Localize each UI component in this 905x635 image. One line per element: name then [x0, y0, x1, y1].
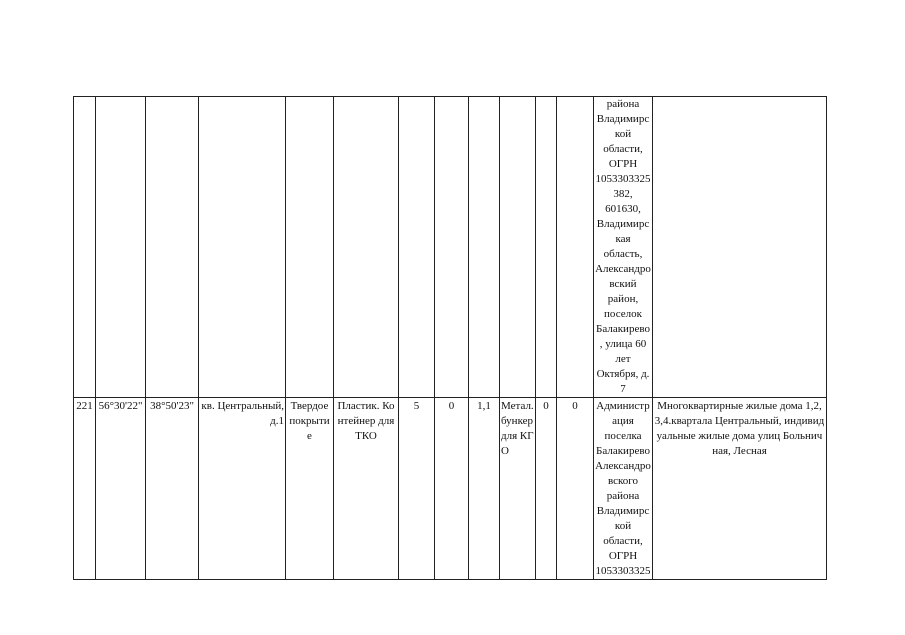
- cell-kgo-type: Метал. бункер для КГО: [500, 398, 536, 580]
- owner-line: поселок: [604, 308, 642, 320]
- cell-address: кв. Центральный, д.1: [199, 398, 286, 580]
- cell-volume: [469, 97, 500, 398]
- cell-count-2: [435, 97, 469, 398]
- owner-line: 7: [620, 383, 626, 395]
- registry-table: [73, 96, 827, 580]
- cell-container-type: [334, 97, 399, 398]
- owner-line: области,: [603, 535, 643, 547]
- owner-line: поселка: [604, 430, 642, 442]
- owner-line: 1053303325: [595, 173, 651, 185]
- cell-owner: [594, 398, 653, 580]
- owner-line: , улица 60: [599, 338, 647, 350]
- owner-line: кой: [614, 520, 632, 532]
- cell-kgo-type: [500, 97, 536, 398]
- cell-volume: 1,1: [469, 398, 500, 580]
- cell-address: [199, 97, 286, 398]
- owner-line: области,: [603, 143, 643, 155]
- owner-line: Балакирево: [596, 445, 650, 457]
- owner-line: Александро: [595, 263, 651, 275]
- owner-line: кой: [614, 128, 632, 140]
- owner-line: лет: [615, 353, 631, 365]
- cell-sources: [653, 97, 827, 398]
- cell-latitude: [96, 97, 146, 398]
- cell-number: [74, 97, 96, 398]
- owner-line: Владимирс: [596, 505, 650, 517]
- cell-longitude: 38°50'23": [146, 398, 199, 580]
- cell-count-4: 0: [557, 398, 594, 580]
- table-row: [74, 398, 827, 580]
- owner-line: Балакирево: [596, 323, 650, 335]
- owner-line: ОГРН: [608, 550, 638, 562]
- owner-line: 382,: [613, 188, 633, 200]
- owner-line: района: [606, 490, 640, 502]
- owner-line: район,: [607, 293, 639, 305]
- table-row-continuation: [74, 97, 827, 398]
- owner-line: Администр: [596, 400, 650, 412]
- owner-line: 601630,: [605, 203, 641, 215]
- owner-line: область,: [603, 248, 643, 260]
- owner-line: ация: [612, 415, 634, 427]
- owner-line: Александро: [595, 460, 651, 472]
- owner-line: Владимирс: [596, 218, 650, 230]
- cell-surface: Твердое покрытие: [286, 398, 334, 580]
- cell-count-2: 0: [435, 398, 469, 580]
- cell-sources: Многоквартирные жилые дома 1,2,3,4.квартала Центральный, индивидуальные жилые дома улиц Больничная, Лесная: [653, 398, 827, 580]
- owner-line: 1053303325: [595, 565, 651, 577]
- cell-count-3: 0: [536, 398, 557, 580]
- cell-count-4: [557, 97, 594, 398]
- owner-line: ОГРН: [608, 158, 638, 170]
- owner-line: Владимирс: [596, 113, 650, 125]
- cell-container-type: Пластик. Контейнер для ТКО: [334, 398, 399, 580]
- owner-line: вский: [609, 278, 637, 290]
- owner-line: вского: [607, 475, 639, 487]
- cell-number: 221: [74, 398, 96, 580]
- cell-longitude: [146, 97, 199, 398]
- cell-surface: [286, 97, 334, 398]
- cell-owner: [594, 97, 653, 398]
- cell-count-1: [399, 97, 435, 398]
- cell-latitude: 56°30'22": [96, 398, 146, 580]
- owner-line: района: [606, 98, 640, 110]
- cell-count-1: 5: [399, 398, 435, 580]
- cell-count-3: [536, 97, 557, 398]
- owner-line: кая: [615, 233, 631, 245]
- owner-line: Октября, д.: [596, 368, 650, 380]
